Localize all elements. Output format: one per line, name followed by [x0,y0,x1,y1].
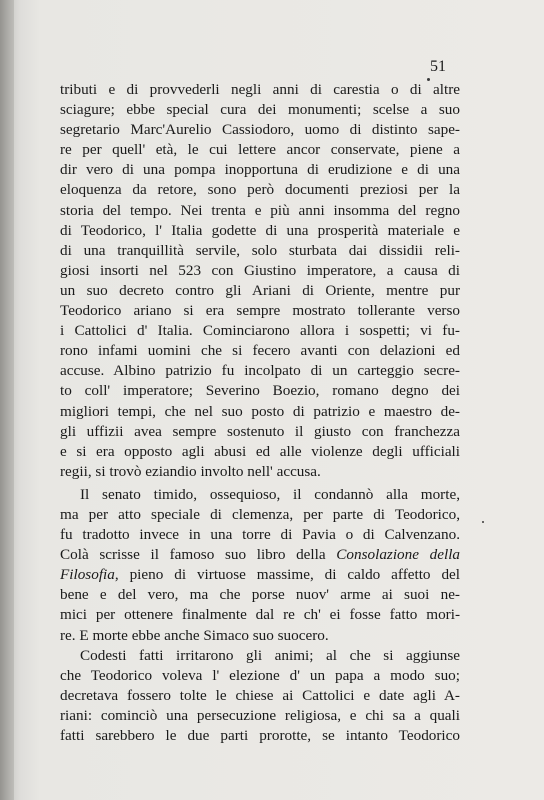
text-line: Teodorico ariano si era sempre mostrato tollerante verso [60,302,460,320]
text-line: rono infami uomini che si fecero avanti con delazioni ed [60,342,460,360]
text-line: re per quell' età, le cui lettere ancor conservate, piene a [60,141,460,159]
text-line: ma per atto speciale di clemenza, per parte di Teodorico, [60,505,460,523]
text-line: fu tradotto invece in una torre di Pavia o di Calvenzano. [60,526,460,544]
text-line: decretava fossero tolte le chiese ai Cattolici e date agli A- [60,686,460,704]
text-line: i Cattolici d' Italia. Cominciarono allora i sospetti; vi fu- [60,322,460,340]
text-line: regii, si trovò eziandio involto nell' accusa. [60,462,321,480]
ink-speck [427,78,430,81]
paragraph-2 [60,485,460,646]
ink-speck [482,521,484,523]
binding-shadow [0,0,14,800]
text-line: tributi e di provvederli negli anni di carestia o di altre [60,81,460,98]
text-line: giosi insorti nel 523 con Giustino imperatore, a causa di [60,261,460,279]
text-line: Il senato timido, ossequioso, il condannò alla morte, [80,485,460,503]
book-title-italic: Filosofia [60,566,115,584]
text-line: segretario Marc'Aurelio Cassiodoro, uomo di distinto sape- [60,121,460,139]
text-line: sciagure; ebbe special cura dei monumenti; scelse a suo [60,101,460,119]
text-line-with-title [60,565,460,585]
paragraph-1 [60,80,460,482]
text-line: gli uffizii avea sempre sostenuto il giusto con franchezza [60,422,460,440]
text-line: dir vero di una pompa inopportuna di erudizione e di una [60,161,460,179]
text-line: re. E morte ebbe anche Simaco suo suocero. [60,626,329,644]
text-line: di una tranquillità servile, solo sturbata dai dissidii reli- [60,241,460,259]
text-line: che Teodorico voleva l' elezione d' un papa a modo suo; [60,666,460,684]
text-line: e si era opposto agli abusi ed alle violenze degli ufficiali [60,442,460,460]
text-line: to coll' imperatore; Severino Boezio, romano degno dei [60,382,460,400]
text-line: accuse. Albino patrizio fu incolpato di un carteggio secre- [60,362,460,380]
text-line: mici per ottenere finalmente dal re ch' ei fosse fatto mori- [60,606,460,624]
text-fragment: Colà scrisse il famoso suo libro della [60,546,326,564]
text-line: bene e del vero, ma che porse nuov' arme ai suoi ne- [60,586,460,604]
body-text [60,80,460,746]
text-line: un suo decreto contro gli Ariani di Oriente, mentre pur [60,281,460,299]
text-line-with-title [60,545,460,565]
paragraph-3 [60,646,460,746]
book-title-italic: Consolazione della [336,546,460,564]
text-line: Codesti fatti irritarono gli animi; al che si aggiunse [80,646,460,664]
page-number: 51 [430,58,446,75]
text-line: storia del tempo. Nei trenta e più anni insomma del regno [60,201,460,219]
text-line: fatti sarebbero le due parti prorotte, se intanto Teodorico [60,727,460,744]
text-line: riani: cominciò una persecuzione religiosa, e chi sa a quali [60,706,460,724]
text-fragment: , pieno di virtuose massime, di caldo affetto del [114,566,460,584]
text-line: migliori tempi, che nel suo posto di patrizio e maestro de- [60,402,460,420]
text-line: di Teodorico, l' Italia godette di una prosperità materiale e [60,221,460,239]
text-line: eloquenza da retore, sono però documenti preziosi per la [60,181,460,199]
